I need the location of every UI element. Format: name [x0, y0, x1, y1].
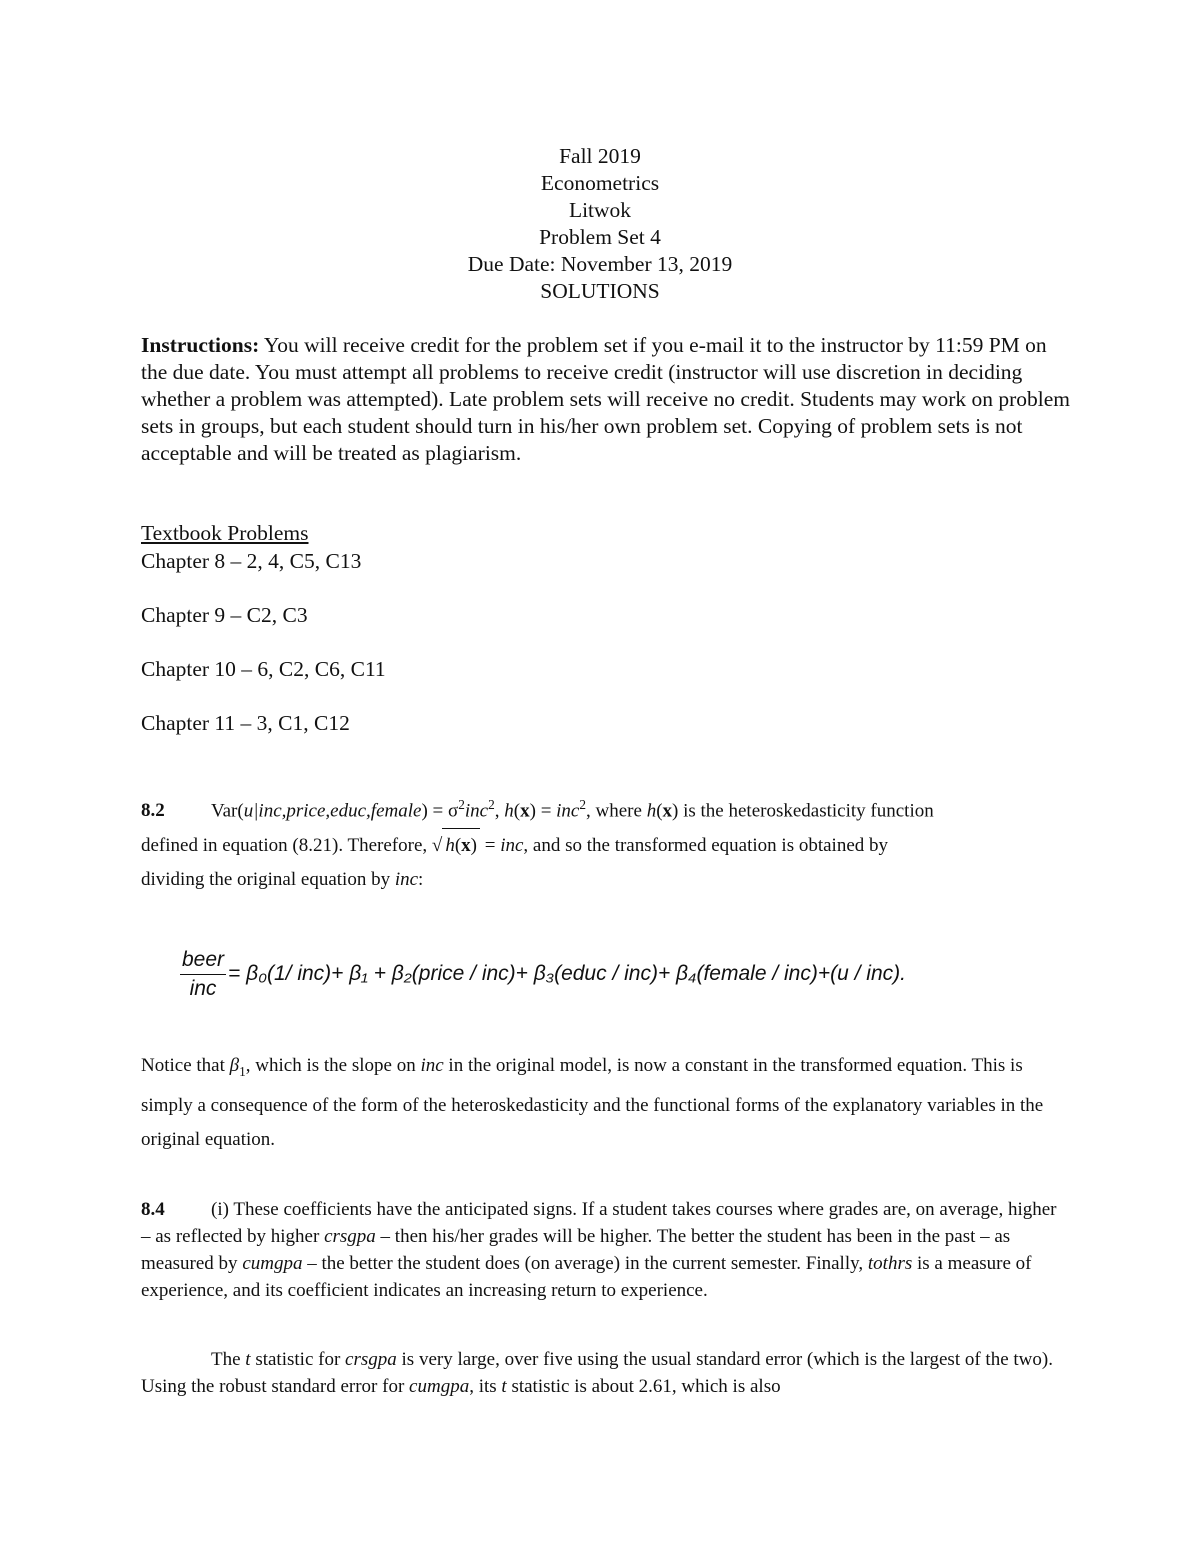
chapter-9-line: Chapter 9 – C2, C3: [141, 603, 308, 627]
due-date-line: Due Date: November 13, 2019: [467, 252, 733, 276]
instructions-text: You will receive credit for the problem set if you e-mail it to the instructor by 11:59 PM on the due date. You must attempt all problems to receive credit (instructor will use discretion in deciding whether a problem was attempted). Late problem sets will receive no credit. Students may work on problem sets in groups, but each student should turn in his/her own problem set. Copying of problem sets is not acceptable and will be treated as plagiarism.: [141, 333, 1071, 465]
chapter-10-line: Chapter 10 – 6, C2, C6, C11: [141, 657, 386, 681]
chapter-11-line: Chapter 11 – 3, C1, C12: [141, 711, 350, 735]
sqrt-symbol: √: [431, 835, 443, 857]
equation-fraction: $\frac{\text{beer}}{\text{inc}}$: [182, 948, 225, 1000]
instructions-label: Instructions:: [141, 333, 260, 357]
term-line: Fall 2019: [559, 144, 641, 168]
course-line: Econometrics: [540, 171, 660, 195]
notice-paragraph: Notice that $\beta_1$, which is the slope on inc in the original model, is now a constant in the transformed equation. This is simply a consequence of the form of the heteroskedasticity and the functional forms of the explanatory variables in the original equation.: [141, 1055, 1044, 1150]
equation-rhs: = β₀(1/ inc)+ β₁ + β₂(price / inc)+ β₃(educ / inc)+ β₄(female / inc)+(u / inc).: [228, 962, 906, 986]
solution-8-4: 8.4 (i) These coefficients have the anticipated signs. If a student takes courses where grades are, on average, higher – as reflected by higher crsgpa – then his/her grades will be higher. The better the student has been in the past – as measured by cumgpa – the better the student does (on average) in the current semester. Finally, tothrs is a measure of experience, and its coefficient indicates an increasing return to experience.: [141, 1196, 1061, 1304]
problem-set-line: Problem Set 4: [539, 225, 661, 249]
title-block: [0, 143, 1200, 305]
instructor-line: Litwok: [568, 198, 632, 222]
solution-number: 8.2: [141, 800, 165, 822]
transformed-equation: [180, 948, 906, 1001]
solution-8-2: 8.2 Var(u|inc,price,educ,female) = $\sigma^2inc^2$, h(x) = inc$^2$, where h(x) is the heteroskedasticity function defined in equation (8.21). Therefore, √ h(x) = inc, and so the transformed equation is obtained by dividing the original equation by inc:: [141, 788, 1061, 897]
solution-8-4-paragraph-2: The t statistic for crsgpa is very large, over five using the usual standard error (which is the largest of the two). Using the robust standard error for cumgpa, its t statistic is about 2.61, which is also: [141, 1349, 1053, 1397]
solutions-line: SOLUTIONS: [540, 279, 660, 303]
solution-number: 8.4: [141, 1199, 165, 1220]
instructions-paragraph: [141, 332, 1071, 467]
sqrt-expression: h(x): [442, 828, 480, 863]
textbook-problems-heading: Textbook Problems: [141, 521, 309, 545]
chapter-8-line: Chapter 8 – 2, 4, C5, C13: [141, 549, 362, 573]
